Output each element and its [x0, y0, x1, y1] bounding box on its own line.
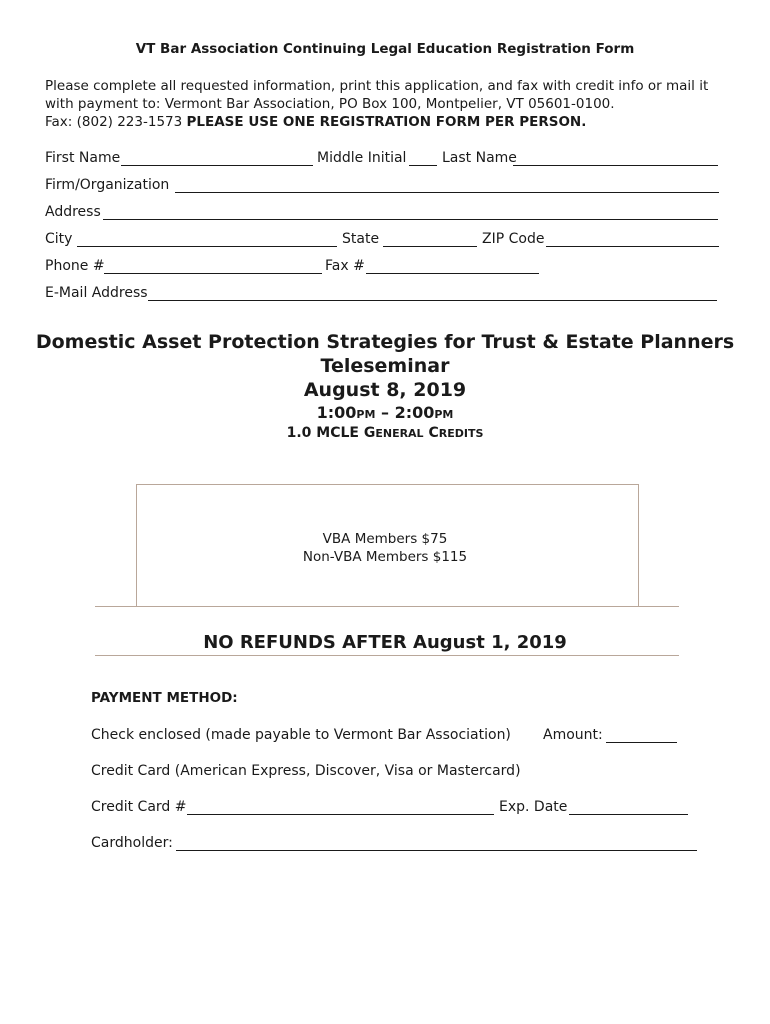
- phone-label: Phone #: [45, 258, 105, 274]
- cardholder-label: Cardholder:: [91, 835, 173, 851]
- event-date: August 8, 2019: [303, 379, 467, 401]
- intro-line-2: with payment to: Vermont Bar Association, PO Box 100, Montpelier, VT 05601-0100.: [45, 96, 615, 112]
- credit-card-number-label: Credit Card #: [91, 799, 187, 815]
- event-credits: [0, 425, 770, 441]
- intro-line-3: [45, 114, 586, 130]
- credit-card-types: Credit Card (American Express, Discover, Visa or Mastercard): [91, 763, 521, 779]
- first-name-label: First Name: [45, 150, 121, 166]
- event-time: [0, 403, 770, 422]
- credits-c: C: [423, 425, 439, 441]
- zip-label: ZIP Code: [482, 231, 545, 247]
- email-field[interactable]: [148, 300, 717, 301]
- last-name-field[interactable]: [513, 165, 718, 166]
- city-field[interactable]: [77, 246, 337, 247]
- credits-end: REDITS: [438, 427, 484, 440]
- state-field[interactable]: [383, 246, 477, 247]
- city-label: City: [45, 231, 73, 247]
- address-label: Address: [45, 204, 101, 220]
- amount-label: Amount:: [543, 727, 603, 743]
- fax-number: Fax: (802) 223-1573: [45, 114, 187, 130]
- price-members: VBA Members $75: [322, 531, 448, 547]
- event-format: Teleseminar: [320, 355, 450, 377]
- refund-notice: NO REFUNDS AFTER August 1, 2019: [203, 632, 567, 653]
- check-enclosed-label: Check enclosed (made payable to Vermont Bar Association): [91, 727, 511, 743]
- credits-general: ENERAL: [375, 427, 424, 440]
- event-time-separator: –: [375, 403, 395, 422]
- middle-initial-field[interactable]: [409, 165, 437, 166]
- credits-prefix: 1.0 MCLE G: [286, 425, 376, 441]
- last-name-label: Last Name: [442, 150, 517, 166]
- zip-field[interactable]: [546, 246, 719, 247]
- phone-field[interactable]: [104, 273, 322, 274]
- event-time-end-suffix: PM: [434, 408, 454, 421]
- address-field[interactable]: [103, 219, 718, 220]
- fax-field[interactable]: [366, 273, 539, 274]
- event-time-start-suffix: PM: [356, 408, 376, 421]
- one-form-notice: PLEASE USE ONE REGISTRATION FORM PER PERSON.: [186, 114, 587, 130]
- credit-card-number-field[interactable]: [187, 814, 494, 815]
- form-title: VT Bar Association Continuing Legal Education Registration Form: [135, 41, 635, 57]
- intro-line-1: Please complete all requested information, print this application, and fax with credit info or mail it: [45, 78, 709, 94]
- first-name-field[interactable]: [121, 165, 313, 166]
- event-time-end: 2:00: [394, 403, 435, 422]
- firm-field[interactable]: [175, 192, 719, 193]
- exp-date-field[interactable]: [569, 814, 688, 815]
- email-label: E-Mail Address: [45, 285, 148, 301]
- fax-label: Fax #: [325, 258, 365, 274]
- middle-initial-label: Middle Initial: [317, 150, 407, 166]
- exp-date-label: Exp. Date: [499, 799, 568, 815]
- amount-field[interactable]: [606, 742, 677, 743]
- refund-divider: [95, 655, 679, 656]
- event-title: Domestic Asset Protection Strategies for Trust & Estate Planners: [35, 331, 735, 353]
- payment-heading: PAYMENT METHOD:: [91, 690, 238, 706]
- price-non-members: Non-VBA Members $115: [302, 549, 468, 565]
- firm-label: Firm/Organization: [45, 177, 170, 193]
- state-label: State: [342, 231, 380, 247]
- pricing-divider: [95, 606, 679, 607]
- cardholder-field[interactable]: [176, 850, 697, 851]
- event-time-start: 1:00: [316, 403, 357, 422]
